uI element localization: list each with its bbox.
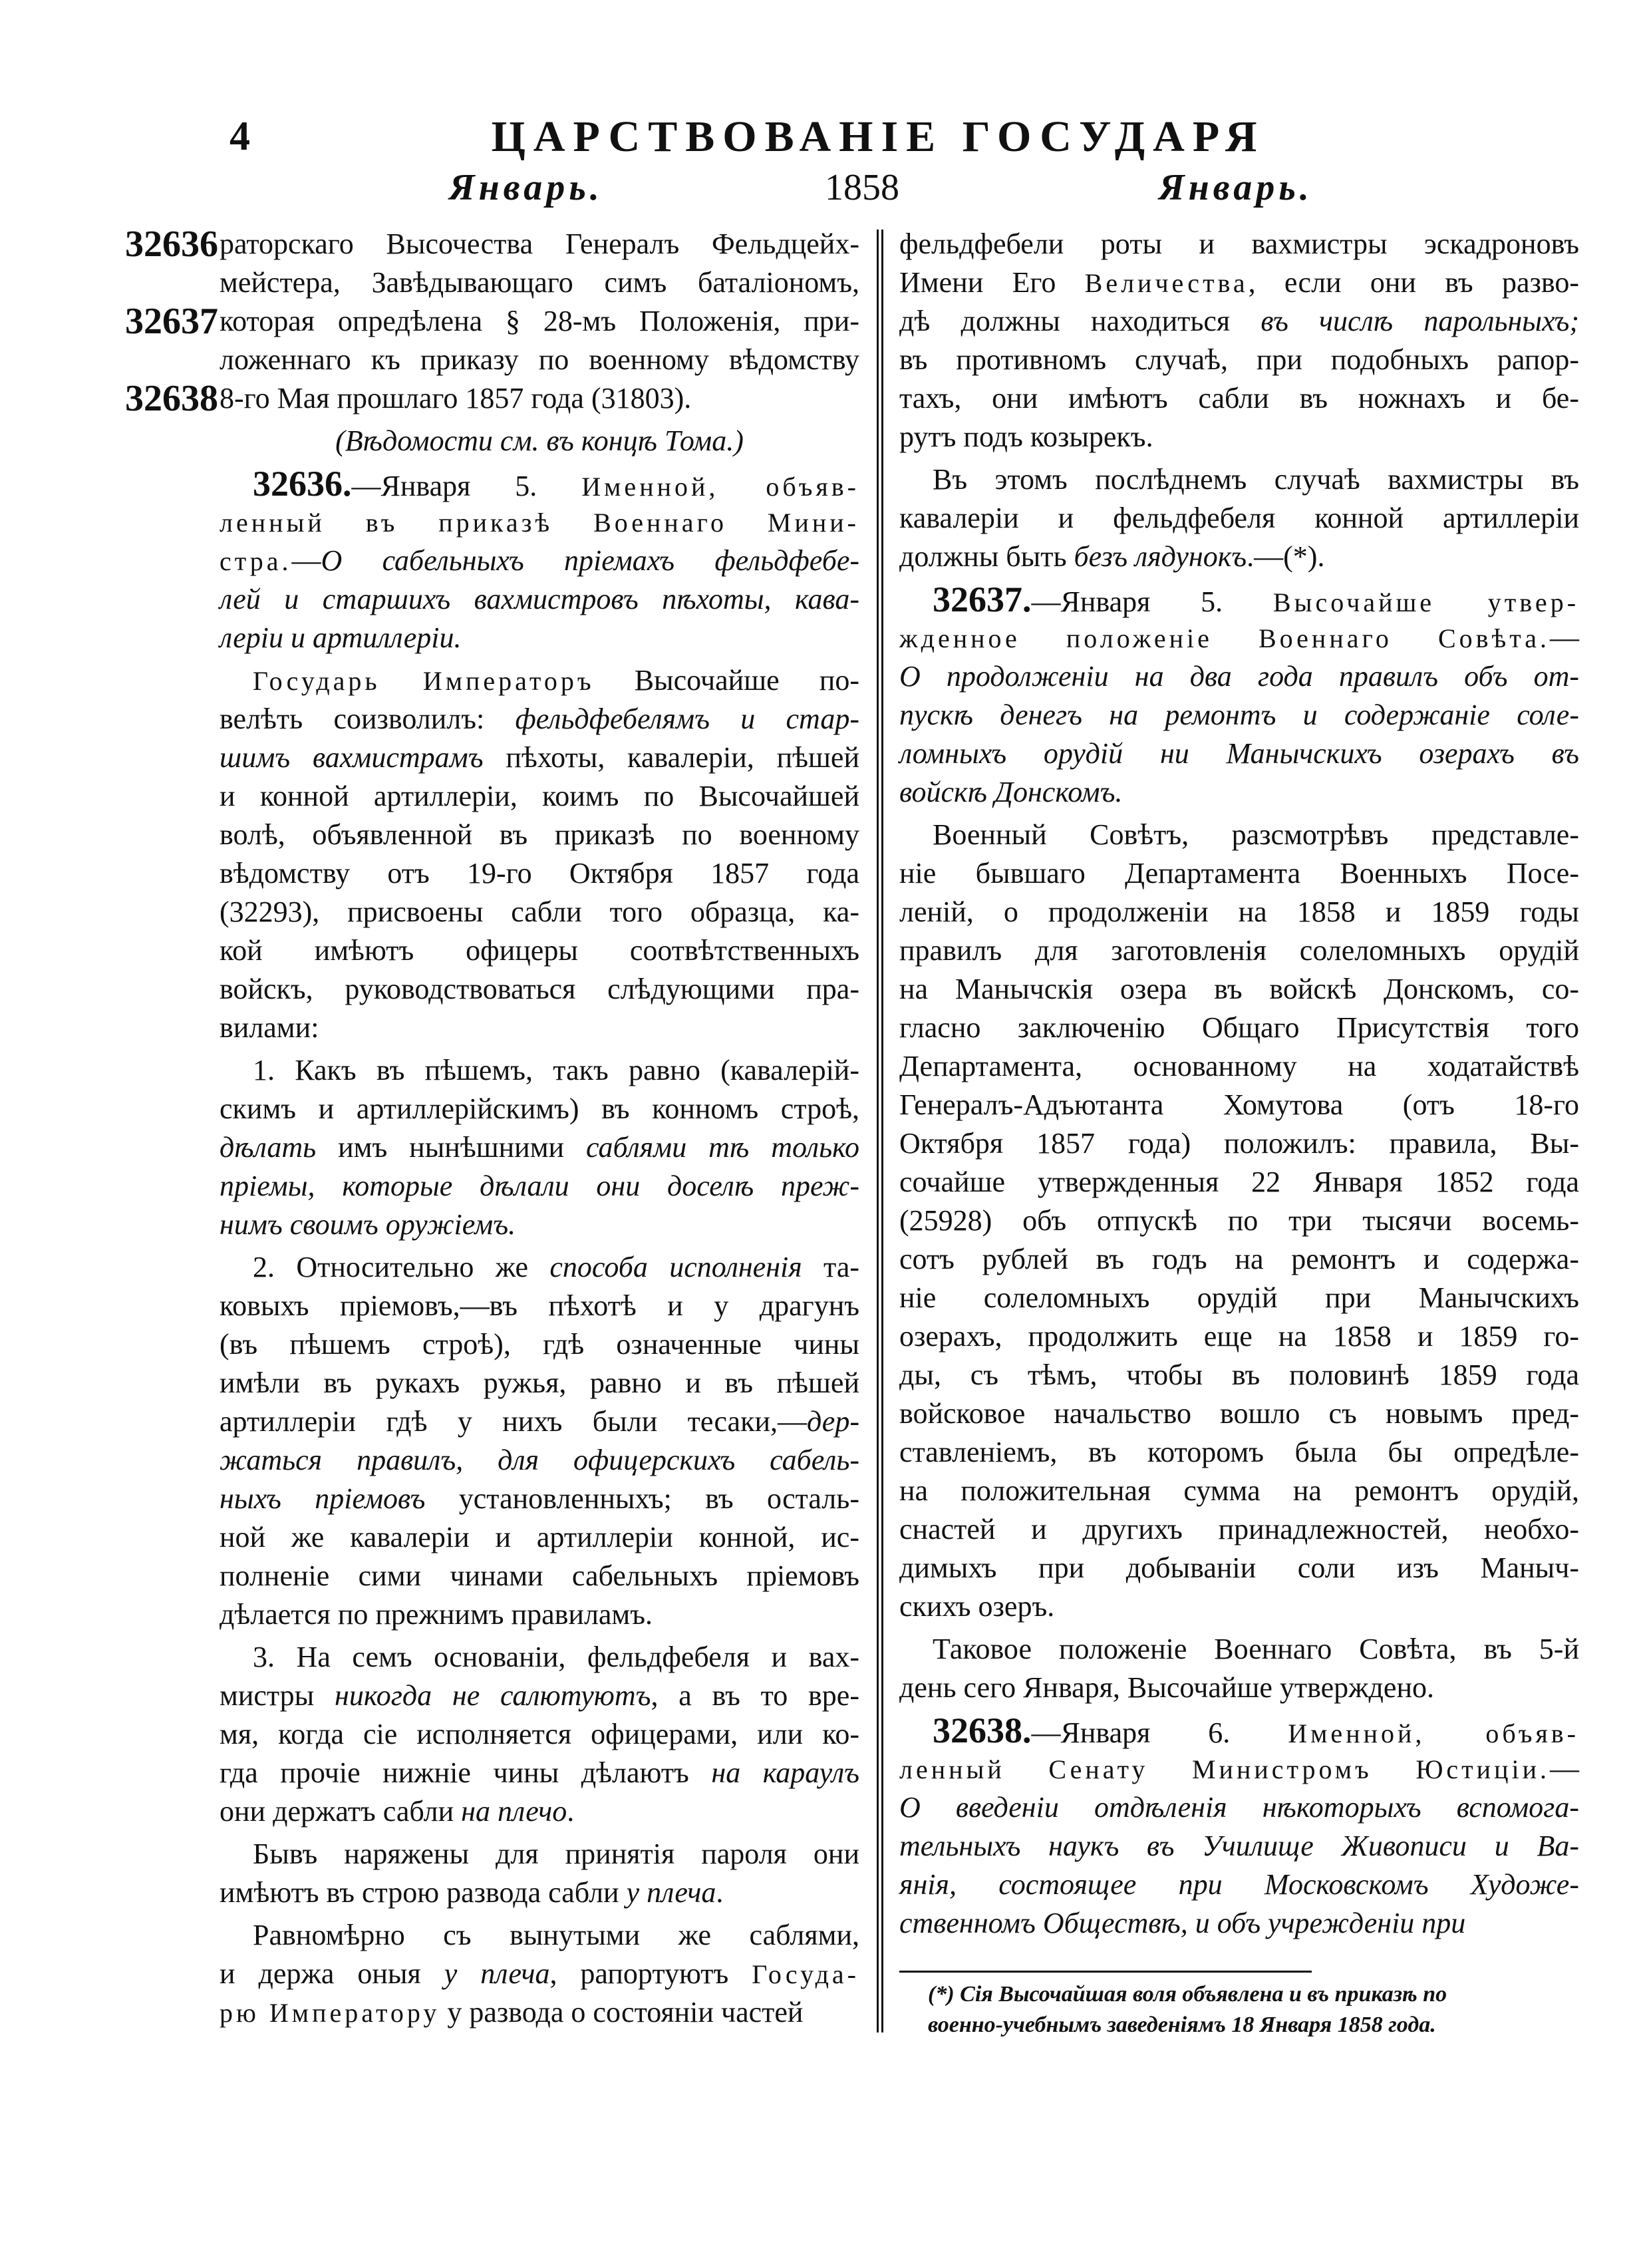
text-line bbox=[899, 1750, 1579, 1788]
text-line bbox=[899, 460, 1579, 499]
italic-text: ныхъ пріемовъ bbox=[220, 1482, 426, 1515]
text: гласно заключенію Общаго Присутствія того bbox=[899, 1011, 1579, 1044]
spaced-text: Госуда- bbox=[752, 1959, 859, 1989]
text-line bbox=[899, 499, 1579, 538]
text: та- bbox=[802, 1251, 859, 1283]
spaced-text: стра. bbox=[220, 546, 292, 576]
spaced-text: Государь Императоръ bbox=[253, 666, 595, 696]
text-line bbox=[899, 1788, 1579, 1827]
text-line bbox=[220, 1557, 859, 1595]
text: день сего Января, Высочайше утверждено. bbox=[899, 1671, 1434, 1704]
paragraph bbox=[220, 661, 859, 1047]
text-line bbox=[899, 970, 1579, 1009]
paragraph bbox=[220, 422, 859, 460]
text-line bbox=[899, 302, 1579, 341]
text-line bbox=[899, 696, 1579, 734]
text: мейстера, Завѣдывающаго симъ баталіономъ, bbox=[220, 266, 859, 299]
text: Бывъ наряжены для принятія пароля они bbox=[253, 1838, 859, 1870]
text: дѣ должны находиться bbox=[899, 305, 1261, 337]
text: . bbox=[716, 1876, 724, 1909]
text-line bbox=[899, 341, 1579, 379]
text: ніе солеломныхъ орудій при Манычскихъ bbox=[899, 1281, 1579, 1314]
italic-text: саблями тѣ только bbox=[586, 1131, 860, 1164]
text-line bbox=[899, 1202, 1579, 1240]
margin-number: 32638 bbox=[125, 378, 218, 419]
text: войсковое начальство вошло съ новымъ пред- bbox=[899, 1397, 1579, 1430]
italic-text: у плеча bbox=[626, 1876, 716, 1909]
text-line bbox=[220, 341, 859, 379]
spaced-text: Высочайше утвер- bbox=[1272, 587, 1580, 617]
text-line bbox=[220, 970, 859, 1009]
text: войскъ, руководствоваться слѣдующими пра- bbox=[220, 973, 859, 1005]
text: 2. Относительно же bbox=[253, 1251, 550, 1283]
text: которая опредѣлена § 28-мъ Положенія, при- bbox=[220, 305, 859, 337]
text-line bbox=[899, 619, 1579, 657]
text: . bbox=[567, 1795, 575, 1828]
text: имѣли въ рукахъ ружья, равно и въ пѣшей bbox=[220, 1367, 859, 1399]
text-line bbox=[220, 379, 859, 418]
text-line bbox=[220, 816, 859, 854]
left-column bbox=[220, 225, 859, 2036]
text: пѣхоты, кавалеріи, пѣшей bbox=[483, 741, 859, 774]
footnote-line: (*) Сія Высочайшая воля объявлена и въ приказѣ по bbox=[928, 1982, 1447, 2007]
paragraph bbox=[899, 1630, 1579, 1707]
text: раторскаго Высочества Генералъ Фельдцейх- bbox=[220, 228, 859, 260]
italic-text: на караулъ bbox=[711, 1756, 859, 1789]
text-line bbox=[220, 854, 859, 893]
italic-text: пускѣ денегъ на ремонтъ и содержаніе соле- bbox=[899, 699, 1579, 731]
text-line bbox=[899, 1279, 1579, 1317]
italic-text: лей и старшихъ вахмистровъ пѣхоты, кава- bbox=[220, 583, 859, 615]
text-line bbox=[899, 225, 1579, 263]
text-line bbox=[220, 580, 859, 619]
italic-text: (Вѣдомости см. въ концѣ Тома.) bbox=[335, 424, 744, 457]
text-line bbox=[220, 1835, 859, 1873]
text-line bbox=[220, 619, 859, 657]
text: вѣдомству отъ 19-го Октября 1857 года bbox=[220, 857, 859, 890]
text-line bbox=[220, 1480, 859, 1518]
text-line bbox=[220, 542, 859, 580]
text-line bbox=[220, 1754, 859, 1792]
text: ложеннаго къ приказу по военному вѣдомству bbox=[220, 343, 859, 376]
text-line bbox=[220, 1638, 859, 1677]
text: въ противномъ случаѣ, при подобныхъ рапор- bbox=[899, 343, 1579, 376]
margin-number: 32637 bbox=[125, 301, 218, 342]
text-line bbox=[899, 1549, 1579, 1587]
text: — bbox=[1550, 1752, 1579, 1785]
text: —Января 6. bbox=[1031, 1716, 1288, 1749]
footnote-rule bbox=[899, 1971, 1312, 1973]
margin-number: 32636 bbox=[125, 224, 218, 265]
text-line bbox=[899, 1827, 1579, 1865]
text-line bbox=[220, 738, 859, 777]
text-line bbox=[899, 1510, 1579, 1549]
text: Въ этомъ послѣднемъ случаѣ вахмистры въ bbox=[933, 463, 1579, 496]
text-line bbox=[220, 700, 859, 738]
italic-text: въ числѣ парольныхъ; bbox=[1261, 305, 1579, 337]
text: 1. Какъ въ пѣшемъ, такъ равно (кавалерій- bbox=[253, 1054, 859, 1086]
text-line bbox=[899, 931, 1579, 970]
paragraph bbox=[899, 460, 1579, 576]
text: —Января 5. bbox=[351, 470, 582, 502]
italic-text: тельныхъ наукъ въ Училище Живописи и Ва- bbox=[899, 1830, 1579, 1862]
text: и держа оныя bbox=[220, 1957, 444, 1990]
text: имѣютъ въ строю развода сабли bbox=[220, 1876, 627, 1909]
text-line bbox=[220, 1595, 859, 1634]
text-line bbox=[899, 580, 1579, 619]
text: — bbox=[1550, 621, 1579, 654]
paragraph bbox=[899, 580, 1579, 812]
text-line bbox=[220, 931, 859, 970]
text-line bbox=[899, 379, 1579, 418]
italic-text: способа исполненія bbox=[549, 1251, 802, 1283]
text: сотъ рублей въ годъ на ремонтъ и содержа- bbox=[899, 1243, 1579, 1275]
text: кой имѣютъ офицеры соотвѣтственныхъ bbox=[220, 934, 859, 967]
section-number: 32638. bbox=[933, 1710, 1032, 1750]
text-line bbox=[899, 657, 1579, 696]
text: должны быть bbox=[899, 540, 1074, 573]
paragraph bbox=[899, 1711, 1579, 1943]
text-line bbox=[899, 1865, 1579, 1904]
text-line bbox=[899, 1904, 1579, 1943]
text: ной же кавалеріи и артиллеріи конной, ис- bbox=[220, 1521, 859, 1553]
text-line bbox=[899, 773, 1579, 812]
text: сочайше утвержденныя 22 Января 1852 года bbox=[899, 1166, 1579, 1198]
text: ставленіемъ, въ которомъ была бы опредѣле- bbox=[899, 1436, 1579, 1468]
text: на Манычскія озера въ войскѣ Донскомъ, со- bbox=[899, 973, 1579, 1005]
paragraph bbox=[220, 1638, 859, 1831]
italic-text: войскѣ Донскомъ. bbox=[899, 776, 1123, 808]
text: фельдфебели роты и вахмистры эскадроновъ bbox=[899, 228, 1579, 260]
spaced-text: Именной, объяв- bbox=[1288, 1718, 1579, 1748]
italic-text: леріи и артиллеріи. bbox=[220, 621, 462, 654]
text-line bbox=[899, 538, 1579, 576]
text: велѣть соизволилъ: bbox=[220, 703, 516, 735]
spaced-text: ленный Сенату Министромъ Юстиціи. bbox=[899, 1754, 1550, 1784]
text: , а въ то вре- bbox=[651, 1679, 859, 1712]
text-line bbox=[899, 1086, 1579, 1124]
text-line bbox=[220, 893, 859, 931]
spaced-text: Именной, объяв- bbox=[581, 472, 859, 502]
text: они держатъ сабли bbox=[220, 1795, 462, 1828]
text: (25928) объ отпускѣ по три тысячи восемь- bbox=[899, 1204, 1579, 1237]
text-line bbox=[220, 1873, 859, 1912]
text-line bbox=[899, 1240, 1579, 1279]
italic-text: ственномъ Обществѣ, и объ учрежденіи при bbox=[899, 1907, 1466, 1939]
month-right: Январь. bbox=[1159, 167, 1313, 208]
text-line bbox=[220, 422, 859, 460]
italic-text: О сабельныхъ пріемахъ фельдфебе- bbox=[321, 544, 859, 577]
text-line bbox=[220, 1051, 859, 1090]
text-line bbox=[220, 302, 859, 341]
italic-text: пріемы, которые дѣлали они доселѣ преж- bbox=[220, 1170, 859, 1202]
year: 1858 bbox=[825, 167, 899, 208]
text-line bbox=[220, 1993, 859, 2032]
text: Департамента, основанному на ходатайствѣ bbox=[899, 1050, 1579, 1082]
text-line bbox=[899, 1009, 1579, 1047]
text: Генералъ-Адъютанта Хомутова (отъ 18-го bbox=[899, 1088, 1579, 1121]
text: полненіе сими чинами сабельныхъ пріемовъ bbox=[220, 1559, 859, 1592]
text: ковыхъ пріемовъ,—въ пѣхотѣ и у драгунъ bbox=[220, 1289, 859, 1322]
footnote-line: военно-учебнымъ заведеніямъ 18 Января 1858 года. bbox=[928, 2013, 1436, 2037]
text: —Января 5. bbox=[1031, 585, 1273, 618]
paragraph bbox=[220, 1248, 859, 1634]
italic-text: дер- bbox=[807, 1405, 859, 1438]
text: и конной артиллеріи, коимъ по Высочайшей bbox=[220, 780, 859, 812]
text-line bbox=[220, 1167, 859, 1206]
text-line bbox=[899, 1472, 1579, 1510]
italic-text: безъ лядунокъ bbox=[1074, 540, 1247, 573]
text: скихъ озеръ. bbox=[899, 1590, 1055, 1623]
text: тахъ, они имѣютъ сабли въ ножнахъ и бе- bbox=[899, 382, 1579, 414]
month-left: Январь. bbox=[449, 167, 603, 208]
text-line bbox=[220, 263, 859, 302]
text: Равномѣрно съ вынутыми же саблями, bbox=[253, 1919, 859, 1951]
text: , рапортуютъ bbox=[549, 1957, 752, 1990]
spaced-text: рю Императору bbox=[220, 1998, 440, 2028]
text: ды, съ тѣмъ, чтобы въ половинѣ 1859 года bbox=[899, 1359, 1579, 1391]
text-line bbox=[220, 1364, 859, 1402]
text-line bbox=[899, 263, 1579, 302]
paragraph bbox=[220, 1051, 859, 1244]
page-number: 4 bbox=[229, 114, 250, 159]
text-line bbox=[220, 225, 859, 263]
text-line bbox=[899, 1047, 1579, 1086]
italic-text: на плечо bbox=[461, 1795, 567, 1828]
italic-text: дѣлать bbox=[220, 1131, 317, 1164]
text: Высочайше по- bbox=[594, 664, 859, 697]
text: мя, когда сіе исполняется офицерами, или ко- bbox=[220, 1718, 859, 1750]
paragraph bbox=[220, 225, 859, 418]
text-line bbox=[899, 1630, 1579, 1669]
text: гда прочіе нижніе чины дѣлаютъ bbox=[220, 1756, 712, 1789]
column-divider bbox=[877, 230, 883, 2032]
text: Военный Совѣтъ, разсмотрѣвъ представле- bbox=[933, 818, 1579, 851]
text-line bbox=[220, 661, 859, 700]
text: скимъ и артиллерійскимъ) въ конномъ строѣ, bbox=[220, 1092, 859, 1125]
footnote bbox=[928, 1979, 1580, 2040]
text-line bbox=[220, 1206, 859, 1244]
text-line bbox=[220, 1441, 859, 1480]
text: леній, о продолженіи на 1858 и 1859 годы bbox=[899, 895, 1579, 928]
text-line bbox=[220, 503, 859, 542]
text-line bbox=[220, 1009, 859, 1047]
text-line bbox=[220, 1325, 859, 1364]
text-line bbox=[220, 1402, 859, 1441]
text: мистры bbox=[220, 1679, 335, 1712]
italic-text: никогда не салютуютъ bbox=[335, 1679, 651, 1712]
text: 8-го Мая прошлаго 1857 года (31803). bbox=[220, 382, 692, 414]
right-column bbox=[899, 225, 1579, 1947]
text-line bbox=[899, 1433, 1579, 1472]
text: правилъ для заготовленія солеломныхъ орудій bbox=[899, 934, 1579, 967]
text: рутъ подъ козырекъ. bbox=[899, 420, 1153, 453]
text: на положительная сумма на ремонтъ орудій, bbox=[899, 1474, 1579, 1507]
text: волѣ, объявленной въ приказѣ по военному bbox=[220, 818, 859, 851]
text: , если они въ разво- bbox=[1248, 266, 1579, 299]
text-line bbox=[899, 1394, 1579, 1433]
paragraph bbox=[220, 464, 859, 657]
text: у развода о состояніи частей bbox=[440, 1996, 804, 2028]
paragraph bbox=[220, 1916, 859, 2032]
text: Октября 1857 года) положилъ: правила, Вы- bbox=[899, 1127, 1579, 1160]
text-line bbox=[220, 464, 859, 503]
text-line bbox=[899, 1317, 1579, 1356]
text-line bbox=[220, 777, 859, 816]
text-line bbox=[899, 816, 1579, 854]
text-line bbox=[220, 1090, 859, 1128]
section-number: 32636. bbox=[253, 464, 352, 504]
running-title: ЦАРСТВОВАНІЕ ГОСУДАРЯ bbox=[491, 112, 1265, 161]
text: (32293), присвоены сабли того образца, ка- bbox=[220, 895, 859, 928]
text-line bbox=[220, 1248, 859, 1287]
text: (въ пѣшемъ строѣ), гдѣ означенные чины bbox=[220, 1328, 859, 1361]
italic-text: янія, состоящее при Московскомъ Художе- bbox=[899, 1868, 1579, 1901]
paragraph bbox=[899, 816, 1579, 1626]
text: — bbox=[291, 544, 321, 577]
text: Имени Его bbox=[899, 266, 1085, 299]
text: имъ нынѣшними bbox=[316, 1131, 587, 1164]
text: ніе бывшаго Департамента Военныхъ Посе- bbox=[899, 857, 1579, 890]
text-line bbox=[899, 734, 1579, 773]
text: снастей и другихъ принадлежностей, необхо- bbox=[899, 1513, 1579, 1545]
text-line bbox=[220, 1518, 859, 1557]
paragraph bbox=[220, 1835, 859, 1912]
italic-text: ломныхъ орудій ни Манычскихъ озерахъ въ bbox=[899, 737, 1579, 770]
text: установленныхъ; въ осталь- bbox=[425, 1482, 859, 1515]
italic-text: О введеніи отдѣленія нѣкоторыхъ вспомога- bbox=[899, 1791, 1579, 1824]
text-line bbox=[220, 1955, 859, 1993]
italic-text: фельдфебелямъ и стар- bbox=[515, 703, 859, 735]
italic-text: шимъ вахмистрамъ bbox=[220, 741, 484, 774]
text: кавалеріи и фельдфебеля конной артиллеріи bbox=[899, 502, 1579, 534]
section-number: 32637. bbox=[933, 579, 1032, 619]
text-line bbox=[220, 1715, 859, 1754]
text-line bbox=[899, 1587, 1579, 1626]
italic-text: у плеча bbox=[444, 1957, 550, 1990]
spaced-text: ленный въ приказѣ Военнаго Мини- bbox=[220, 508, 859, 538]
text: озерахъ, продолжить еще на 1858 и 1859 го- bbox=[899, 1320, 1579, 1353]
text-line bbox=[220, 1792, 859, 1831]
italic-text: жаться правилъ, для офицерскихъ сабель- bbox=[220, 1444, 859, 1476]
text-line bbox=[220, 1916, 859, 1955]
text-line bbox=[220, 1128, 859, 1167]
italic-text: О продолженіи на два года правилъ объ от- bbox=[899, 660, 1579, 693]
paragraph bbox=[899, 225, 1579, 456]
italic-text: нимъ своимъ оружіемъ. bbox=[220, 1208, 516, 1241]
text: Таковое положеніе Военнаго Совѣта, въ 5-й bbox=[933, 1633, 1579, 1665]
text-line bbox=[899, 854, 1579, 893]
text-line bbox=[220, 1287, 859, 1325]
text: вилами: bbox=[220, 1011, 319, 1044]
text: артиллеріи гдѣ у нихъ были тесаки,— bbox=[220, 1405, 808, 1438]
text: .—(*). bbox=[1247, 540, 1325, 573]
text: дѣлается по прежнимъ правиламъ. bbox=[220, 1598, 653, 1631]
spaced-text: Величества bbox=[1084, 268, 1249, 298]
text-line bbox=[220, 1677, 859, 1715]
text-line bbox=[899, 893, 1579, 931]
spaced-text: жденное положеніе Военнаго Совѣта. bbox=[899, 623, 1550, 653]
text-line bbox=[899, 1669, 1579, 1707]
text-line bbox=[899, 1163, 1579, 1202]
text-line bbox=[899, 1356, 1579, 1394]
text: 3. На семъ основаніи, фельдфебеля и вах- bbox=[253, 1641, 859, 1673]
text-line bbox=[899, 418, 1579, 456]
text-line bbox=[899, 1124, 1579, 1163]
text: димыхъ при добываніи соли изъ Маныч- bbox=[899, 1551, 1579, 1584]
text-line bbox=[899, 1711, 1579, 1750]
